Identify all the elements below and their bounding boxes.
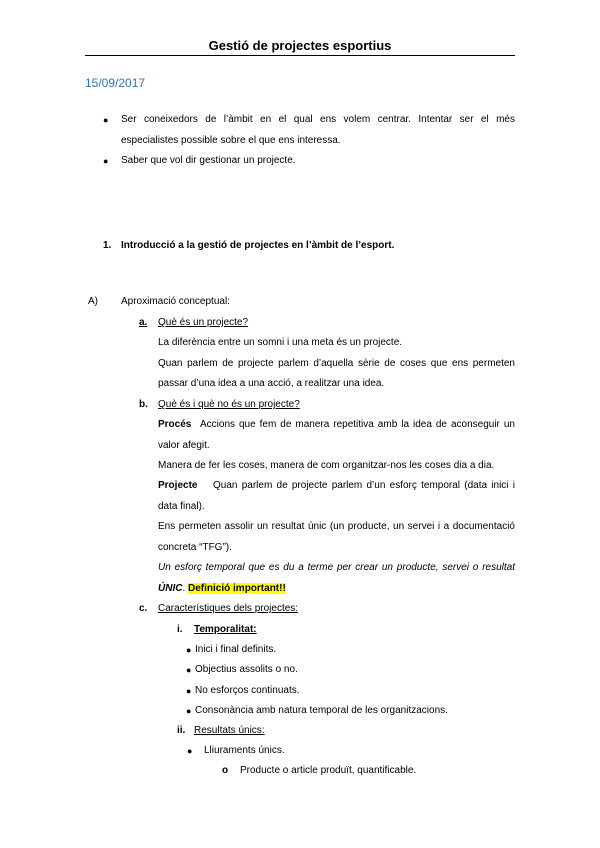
- item-c-i-marker: i.: [177, 624, 183, 635]
- item-c-ii-title: Resultats únics:: [194, 725, 265, 736]
- page-header-title: Gestió de projectes esportius: [208, 38, 392, 53]
- item-c-marker: c.: [139, 603, 148, 614]
- bullet-icon: ●: [186, 706, 192, 716]
- definition-period: .: [182, 583, 186, 594]
- bullet-icon: ●: [187, 746, 193, 756]
- resultat-line-2: concreta “TFG”).: [158, 542, 232, 553]
- document-date: 15/09/2017: [85, 76, 146, 90]
- sub-bullet-marker: o: [222, 765, 229, 776]
- proces-line-2: valor afegit.: [158, 440, 210, 451]
- temporalitat-item-3: No esforços continuats.: [195, 685, 300, 696]
- item-a-title: Què és un projecte?: [158, 317, 249, 328]
- intro-bullet-1-line-2: especialistes possible sobre el que ens interessa.: [121, 135, 341, 146]
- bullet-icon: ●: [186, 665, 192, 675]
- definition-unic: ÚNIC: [158, 583, 183, 594]
- projecte-line-2: data final).: [158, 501, 205, 512]
- item-a-line-1: La diferència entre un somni i una meta és un projecte.: [158, 337, 403, 348]
- temporalitat-item-4: Consonància amb natura temporal de les organitzacions.: [195, 705, 448, 716]
- bullet-icon: ●: [186, 686, 192, 696]
- temporalitat-item-2: Objectius assolits o no.: [195, 664, 298, 675]
- definition-highlight: Definició important!!: [188, 583, 286, 594]
- proces-label: Procés: [158, 419, 192, 430]
- item-a-line-2: Quan parlem de projecte parlem d’aquella sèrie de coses que ens permeten: [158, 358, 515, 369]
- header-divider: [85, 55, 515, 56]
- item-b-title: Què és i què no és un projecte?: [158, 399, 300, 410]
- definition-line-1: Un esforç temporal que es du a terme per crear un producte, servei o resultat: [158, 562, 515, 573]
- item-b-marker: b.: [139, 399, 148, 410]
- item-c-ii-marker: ii.: [177, 725, 186, 736]
- definition-line-2: [158, 583, 286, 595]
- section-title: Introducció a la gestió de projectes en l’àmbit de l’esport.: [121, 240, 395, 251]
- resultat-line-1: Ens permeten assolir un resultat únic (un producte, un servei i a documentació: [158, 521, 515, 532]
- proces-line-1: Accions que fem de manera repetitiva amb la idea de aconseguir un: [200, 419, 515, 430]
- temporalitat-item-1: Inici i final definits.: [195, 644, 277, 655]
- item-c-title: Característiques dels projectes:: [158, 603, 299, 614]
- projecte-label: Projecte: [158, 480, 198, 491]
- projecte-line-1: Quan parlem de projecte parlem d’un esforç temporal (data inici i: [213, 480, 515, 491]
- item-a-line-3: passar d’una idea a una acció, a realitzar una idea.: [158, 378, 385, 389]
- section-number: 1.: [103, 240, 112, 251]
- intro-bullet-2: Saber que vol dir gestionar un projecte.: [121, 155, 296, 166]
- bullet-icon: ●: [103, 156, 109, 166]
- subsection-title: Aproximació conceptual:: [121, 296, 230, 307]
- resultats-item: Lliuraments únics.: [204, 745, 285, 756]
- bullet-icon: ●: [103, 115, 109, 125]
- subsection-letter: A): [88, 296, 98, 307]
- resultats-sub-item: Producte o article produït, quantificable.: [240, 765, 417, 776]
- manera-line: Manera de fer les coses, manera de com organitzar-nos les coses dia a dia.: [158, 460, 495, 471]
- item-a-marker: a.: [139, 317, 148, 328]
- intro-bullet-1-line-1: Ser coneixedors de l’àmbit en el qual ens volem centrar. Intentar ser el més: [121, 114, 515, 125]
- item-c-i-title: Temporalitat:: [194, 624, 257, 635]
- bullet-icon: ●: [186, 645, 192, 655]
